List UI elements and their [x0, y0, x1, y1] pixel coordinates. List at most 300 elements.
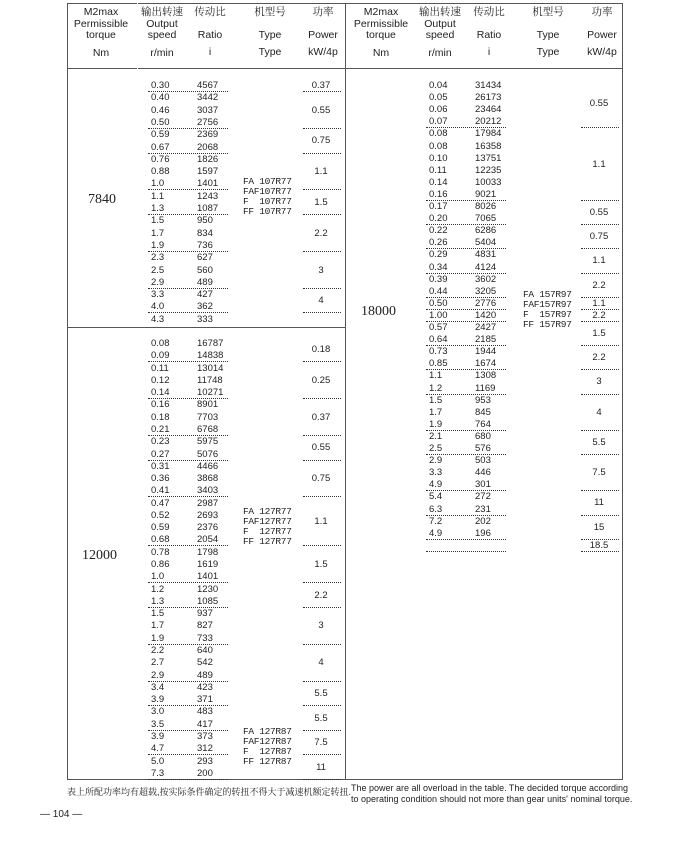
ratio: 2068: [197, 141, 219, 153]
power-value: 0.37: [311, 80, 331, 91]
table-row: [151, 350, 241, 361]
table-row: [151, 424, 241, 435]
ratio: 1087: [197, 203, 219, 214]
ratio: 827: [197, 620, 213, 632]
table-row: [151, 706, 241, 717]
output-speed: 0.27: [151, 448, 170, 460]
output-speed: 3.3: [151, 289, 165, 301]
ratio: 3602: [475, 273, 497, 285]
output-speed: 0.04: [429, 80, 448, 91]
ratio: 834: [197, 227, 213, 239]
ratio: 950: [197, 215, 213, 227]
group-separator: [426, 394, 506, 395]
ratio: 560: [197, 264, 213, 276]
center-divider: [345, 3, 346, 780]
table-row: [151, 363, 241, 374]
type-line: FA 157R97: [523, 289, 572, 300]
ratio-unit-right: i: [487, 46, 491, 58]
torque-value: 18000: [361, 304, 396, 319]
table-row: [429, 419, 519, 430]
power-unit: kW/4p: [308, 46, 338, 58]
table-row: [151, 203, 241, 214]
power-value: 4: [596, 406, 602, 418]
ratio: 12235: [475, 164, 502, 176]
output-speed: 0.78: [151, 546, 170, 558]
power-value: 1.5: [592, 328, 606, 340]
type-line: F 107R77: [243, 196, 292, 207]
output-speed: 1.2: [151, 583, 165, 595]
ratio: 16358: [475, 140, 502, 152]
ratio: 5076: [197, 448, 219, 460]
output-speed: 2.7: [151, 657, 165, 669]
power-separator: [581, 369, 619, 370]
output-speed: 1.7: [151, 620, 165, 632]
output-speed: 0.14: [429, 176, 448, 188]
table-row: [429, 310, 519, 321]
torque-header-right-line1: M2max: [363, 6, 399, 18]
power-separator: [581, 248, 619, 249]
output-speed: 0.08: [151, 338, 170, 349]
output-speed: 0.18: [151, 411, 170, 423]
ratio: 5975: [197, 436, 219, 448]
table-row: [151, 522, 241, 533]
output-speed: 2.1: [429, 430, 443, 442]
table-row: [429, 141, 519, 152]
ratio: 1798: [197, 546, 219, 558]
ratio: 1826: [197, 153, 219, 165]
table-row: [151, 473, 241, 484]
group-separator: [148, 91, 228, 92]
ratio: 937: [197, 608, 213, 620]
output-speed: 1.9: [151, 632, 165, 644]
power-value: 2.2: [592, 279, 606, 291]
speed-header-right-en2: speed: [425, 29, 455, 41]
power-separator: [303, 91, 341, 92]
footnote-en-line1: The power are all overload in the table. The decided torque according: [351, 783, 629, 793]
power-value: 1.5: [314, 196, 328, 208]
table-row: [151, 608, 241, 619]
table-row: [429, 201, 519, 212]
output-speed: 1.0: [151, 178, 165, 190]
output-speed: 4.9: [429, 479, 443, 491]
ratio: 26173: [475, 92, 502, 104]
table-row: [151, 252, 241, 263]
type-line: F 127R77: [243, 526, 292, 537]
table-row: [151, 166, 241, 177]
power-separator: [303, 705, 341, 706]
table-row: [151, 534, 241, 545]
power-separator: [581, 345, 619, 346]
table-row: [151, 80, 241, 91]
ratio: 446: [475, 467, 491, 479]
ratio: 196: [475, 527, 491, 539]
type-line: FAF157R97: [523, 299, 572, 310]
type-line: FAF127R77: [243, 516, 292, 527]
table-row: [429, 225, 519, 236]
power-value: 3: [318, 264, 324, 276]
power-separator: [581, 430, 619, 431]
torque-unit: Nm: [92, 46, 110, 59]
output-speed: 0.06: [429, 104, 448, 116]
group-separator: [426, 345, 506, 346]
ratio: 8026: [475, 201, 497, 212]
torque-header: [67, 7, 135, 59]
power-separator: [581, 127, 619, 128]
power-value: 5.5: [592, 436, 606, 448]
power-value: 0.75: [311, 473, 331, 485]
ratio: 200: [197, 767, 213, 779]
power-header-right-cn: 功率: [591, 6, 613, 18]
power-separator: [303, 754, 341, 755]
output-speed: 7.3: [151, 767, 165, 779]
power-separator: [303, 128, 341, 129]
output-speed: 3.4: [151, 681, 165, 693]
table-row: [429, 358, 519, 369]
output-speed: 1.5: [151, 215, 165, 227]
table-row: [151, 314, 241, 325]
group-separator: [148, 582, 228, 583]
ratio: 427: [197, 289, 213, 301]
output-speed: 1.5: [151, 608, 165, 620]
output-speed: 0.31: [151, 460, 170, 472]
table-row: [151, 412, 241, 423]
output-speed: 0.39: [429, 273, 448, 285]
ratio: 1619: [197, 559, 219, 571]
ratio: 231: [475, 503, 491, 515]
table-row: [429, 491, 519, 502]
power-value: 7.5: [592, 467, 606, 479]
ratio: 8901: [197, 399, 219, 411]
power-separator: [581, 224, 619, 225]
output-speed: 0.64: [429, 334, 448, 346]
output-speed: 1.3: [151, 595, 165, 607]
ratio: 4124: [475, 261, 497, 273]
ratio: 14838: [197, 350, 224, 362]
output-speed: 4.7: [151, 743, 165, 755]
table-row: [151, 596, 241, 607]
output-speed: 0.44: [429, 285, 448, 297]
power-value: 3: [318, 620, 324, 632]
output-speed: 1.3: [151, 203, 165, 214]
group-separator: [426, 200, 506, 201]
power-value: 0.18: [311, 344, 331, 356]
group-separator: [148, 496, 228, 497]
output-speed: 0.40: [151, 92, 170, 104]
group-separator: [148, 128, 228, 129]
output-speed: 3.9: [151, 730, 165, 742]
table-row: [151, 485, 241, 496]
ratio: 2369: [197, 129, 219, 141]
torque-header-right-line3: torque: [366, 29, 396, 41]
output-speed: 0.73: [429, 346, 448, 358]
ratio: 1308: [475, 370, 497, 382]
torque-unit-right: Nm: [372, 46, 390, 59]
ratio: 371: [197, 694, 213, 706]
output-speed: 0.14: [151, 387, 170, 399]
power-separator: [581, 273, 619, 274]
table-row: [151, 191, 241, 202]
power-value: 0.25: [311, 374, 331, 386]
power-separator: [581, 454, 619, 455]
group-separator: [148, 189, 228, 190]
ratio: 640: [197, 645, 213, 656]
ratio: 736: [197, 239, 213, 251]
output-speed: 1.0: [151, 571, 165, 583]
ratio: 272: [475, 491, 491, 503]
table-row: [429, 443, 519, 454]
power-separator: [303, 545, 341, 546]
output-speed: 7.2: [429, 515, 443, 527]
table-row: [151, 633, 241, 644]
power-separator: [581, 551, 619, 552]
group-separator: [148, 251, 228, 252]
type-line: FAF127R87: [243, 736, 292, 747]
power-separator: [303, 607, 341, 608]
ratio: 417: [197, 718, 213, 730]
table-row: [429, 504, 519, 515]
table-row: [151, 240, 241, 251]
table-row: [151, 645, 241, 656]
power-header-cn: 功率: [312, 6, 334, 18]
type-line: F 157R97: [523, 309, 572, 320]
ratio: 489: [197, 669, 213, 681]
type-header-right-en: Type: [536, 28, 560, 41]
output-speed: 2.9: [429, 455, 443, 467]
output-speed: 0.76: [151, 153, 170, 165]
table-row: [151, 657, 241, 668]
type-line: FF 157R97: [523, 319, 572, 330]
output-speed: 1.7: [151, 227, 165, 239]
type-designation: [243, 507, 292, 547]
table-row: [151, 289, 241, 300]
output-speed: 0.21: [151, 423, 170, 435]
output-speed: 0.47: [151, 497, 170, 509]
type-header-en: Type: [258, 28, 282, 41]
ratio: 16787: [197, 338, 224, 349]
ratio: 312: [197, 743, 213, 755]
type-line: FAF107R77: [243, 186, 292, 197]
torque-value: 12000: [82, 548, 117, 563]
table-row: [429, 516, 519, 527]
table-row: [429, 322, 519, 333]
group-separator: [148, 607, 228, 608]
ratio: 13014: [197, 362, 224, 374]
power-value: 0.75: [589, 231, 609, 243]
output-speed: 0.59: [151, 129, 170, 141]
table-row: [151, 670, 241, 681]
ratio: 3868: [197, 473, 219, 485]
section-divider: [67, 327, 345, 328]
output-speed: 0.67: [151, 141, 170, 153]
group-separator: [148, 681, 228, 682]
group-separator: [426, 321, 506, 322]
type-unit-right: Type: [536, 46, 560, 58]
ratio: 293: [197, 755, 213, 767]
ratio: 1169: [475, 382, 496, 394]
type-designation: [523, 290, 572, 330]
table-row: [429, 383, 519, 394]
group-separator: [426, 273, 506, 274]
ratio: 680: [475, 430, 491, 442]
table-row: [151, 436, 241, 447]
table-row: [429, 395, 519, 406]
group-separator: [148, 779, 228, 780]
type-header-cn: 机型号: [254, 6, 286, 18]
table-row: [151, 178, 241, 189]
speed-header-right-en1: Output: [424, 17, 456, 30]
group-separator: [148, 644, 228, 645]
output-speed: 0.41: [151, 485, 170, 497]
table-row: [151, 449, 241, 460]
group-separator: [148, 361, 228, 362]
group-separator: [426, 297, 506, 298]
power-separator: [303, 251, 341, 252]
ratio: 2376: [197, 522, 219, 534]
output-speed: 1.00: [429, 309, 448, 321]
ratio: 2054: [197, 534, 219, 546]
output-speed: 5.0: [151, 755, 165, 767]
output-speed: 0.86: [151, 559, 170, 571]
power-separator: [303, 398, 341, 399]
output-speed: 0.50: [429, 297, 448, 309]
output-speed: 4.3: [151, 313, 165, 325]
power-value: 11: [316, 761, 326, 773]
output-speed: 1.9: [151, 239, 165, 251]
output-speed: 0.34: [429, 261, 448, 273]
ratio: 17984: [475, 128, 502, 140]
power-value: 1.1: [592, 255, 606, 267]
output-speed: 0.12: [151, 374, 170, 386]
ratio-header-cn: 传动比: [194, 6, 226, 18]
ratio: 3205: [475, 285, 497, 297]
footnote-cn: 表上所配功率均有超载,按实际条件确定的转扭不得大于减速机额定转扭.: [67, 787, 352, 797]
page-number-value: 104: [52, 809, 70, 820]
power-value: 2.2: [314, 589, 328, 601]
table-row: [429, 455, 519, 466]
table-row: [151, 620, 241, 631]
ratio: 4466: [197, 460, 219, 472]
type-line: FA 127R87: [243, 726, 292, 737]
ratio: 1401: [197, 571, 219, 583]
group-separator: [148, 545, 228, 546]
speed-header-en2: speed: [147, 29, 177, 41]
table-row: [151, 154, 241, 165]
output-speed: 1.5: [429, 394, 443, 406]
table-row: [429, 116, 519, 127]
power-value: 1.1: [314, 166, 328, 178]
output-speed: 3.3: [429, 467, 443, 479]
power-value: 0.55: [311, 104, 331, 116]
power-separator: [303, 681, 341, 682]
output-speed: 0.26: [429, 237, 448, 249]
output-speed: 0.08: [429, 140, 448, 152]
ratio: 2185: [475, 334, 497, 346]
power-separator: [303, 214, 341, 215]
type-line: FF 127R77: [243, 536, 292, 547]
power-separator: [303, 189, 341, 190]
output-speed: 3.0: [151, 706, 165, 718]
power-separator: [303, 361, 341, 362]
ratio: 301: [475, 479, 491, 491]
table-row: [151, 228, 241, 239]
ratio: 542: [197, 657, 213, 669]
output-speed: 1.9: [429, 418, 443, 430]
table-row: [151, 301, 241, 312]
output-speed: 0.10: [429, 152, 448, 164]
type-line: FA 127R77: [243, 506, 292, 517]
ratio: 2776: [475, 297, 497, 309]
group-separator: [426, 490, 506, 491]
power-value: 2.2: [592, 309, 606, 321]
speed-header-right: [416, 7, 464, 59]
group-separator: [148, 705, 228, 706]
output-speed: 0.52: [151, 509, 170, 521]
ratio: 4567: [197, 80, 219, 91]
table-row: [429, 467, 519, 478]
output-speed: 0.23: [151, 436, 170, 448]
ratio: 1243: [197, 190, 219, 202]
type-line: FA 107R77: [243, 176, 292, 187]
ratio-header-en: Ratio: [197, 28, 223, 41]
type-header: [240, 7, 300, 59]
power-value: 2.2: [314, 227, 328, 239]
table-row: [429, 334, 519, 345]
ratio-header-right: [466, 7, 512, 59]
table-row: [429, 262, 519, 273]
ratio: 20212: [475, 116, 502, 128]
output-speed: 0.57: [429, 322, 448, 333]
table-row: [151, 92, 241, 103]
group-separator: [148, 312, 228, 313]
output-speed: 0.07: [429, 116, 448, 128]
table-row: [429, 370, 519, 381]
speed-header: [138, 7, 186, 59]
table-row: [151, 498, 241, 509]
output-speed: 1.1: [429, 370, 443, 382]
table-row: [429, 274, 519, 285]
group-separator: [426, 127, 506, 128]
group-separator: [148, 730, 228, 731]
table-row: [429, 346, 519, 357]
output-speed: 2.9: [151, 276, 165, 288]
power-separator: [303, 730, 341, 731]
ratio: 764: [475, 418, 491, 430]
power-value: 1.5: [314, 559, 328, 571]
ratio: 4831: [475, 249, 497, 261]
power-value: 2.2: [592, 352, 606, 364]
type-line: F 127R87: [243, 746, 292, 757]
output-speed: 6.3: [429, 503, 443, 515]
power-separator: [303, 312, 341, 313]
table-row: [151, 584, 241, 595]
ratio: 3403: [197, 485, 219, 497]
output-speed: 0.85: [429, 358, 448, 370]
output-speed: 2.9: [151, 669, 165, 681]
power-value: 3: [596, 376, 602, 388]
table-row: [429, 407, 519, 418]
ratio: 10271: [197, 387, 224, 399]
torque-header-right-line2: Permissible: [353, 17, 409, 30]
output-speed: 3.9: [151, 694, 165, 706]
ratio: 1401: [197, 178, 219, 190]
ratio: 1944: [475, 346, 497, 358]
power-separator: [303, 582, 341, 583]
power-separator: [581, 515, 619, 516]
speed-header-right-cn: 输出转速: [419, 6, 461, 18]
ratio: 503: [475, 455, 491, 467]
speed-header-cn: 输出转速: [141, 6, 183, 18]
power-separator: [581, 200, 619, 201]
